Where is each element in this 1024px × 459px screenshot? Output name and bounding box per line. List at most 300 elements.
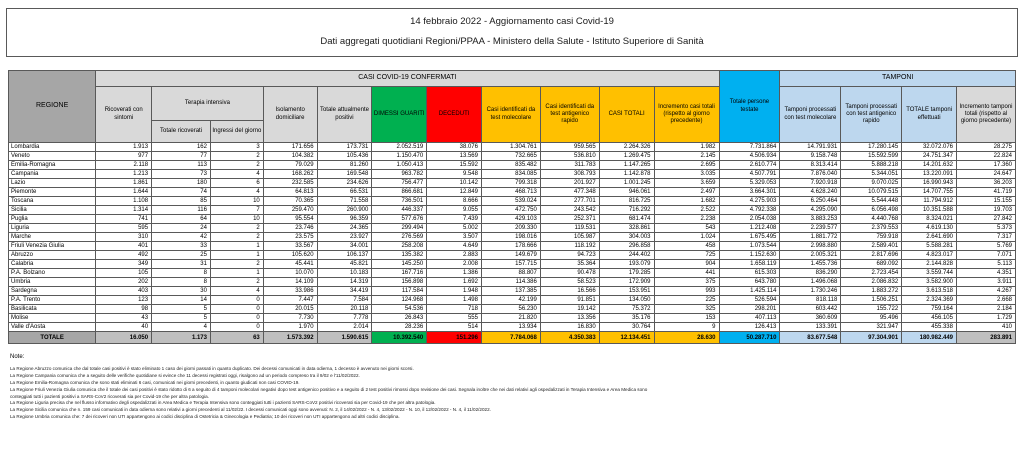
cell-isolamento_domiciliare: 7.447 xyxy=(263,296,317,305)
cell-casi_totali: 328.861 xyxy=(599,224,654,233)
total-cell-casi_test_antigenico: 4.350.383 xyxy=(540,332,599,344)
cell-totale_attualmente_positivi: 10.183 xyxy=(317,269,372,278)
cell-totale_attualmente_positivi: 260.900 xyxy=(317,206,372,215)
cell-terapia_totale_ricoverati: 24 xyxy=(152,224,211,233)
group-header-tamponi: TAMPONI xyxy=(780,71,1016,87)
col-header-incremento-tamponi: Incremento tamponi totali (rispetto al giorno precedente) xyxy=(957,87,1016,143)
cell-incremento_tamponi: 24.647 xyxy=(957,170,1016,179)
cell-deceduti: 38.076 xyxy=(427,143,482,152)
table-row xyxy=(9,143,1016,152)
cell-terapia_totale_ricoverati: 5 xyxy=(152,305,211,314)
cell-totale_attualmente_positivi: 20.118 xyxy=(317,305,372,314)
cell-deceduti: 7.439 xyxy=(427,215,482,224)
total-row xyxy=(9,332,1016,344)
cell-terapia_ingressi_giorno: 10 xyxy=(210,215,263,224)
cell-totale_persone_testate: 4.792.338 xyxy=(719,206,780,215)
cell-incremento_tamponi: 4.267 xyxy=(957,287,1016,296)
cell-casi_test_antigenico: 16.566 xyxy=(540,287,599,296)
cell-tamponi_antigenico: 1.883.272 xyxy=(841,287,902,296)
cell-casi_totali: 179.285 xyxy=(599,269,654,278)
cell-totale_persone_testate: 615.303 xyxy=(719,269,780,278)
cell-totale_persone_testate: 526.594 xyxy=(719,296,780,305)
cell-terapia_ingressi_giorno: 0 xyxy=(210,305,263,314)
cell-casi_test_antigenico: 243.542 xyxy=(540,206,599,215)
cell-terapia_ingressi_giorno: 1 xyxy=(210,251,263,260)
cell-isolamento_domiciliare: 105.620 xyxy=(263,251,317,260)
cell-casi_test_antigenico: 311.783 xyxy=(540,161,599,170)
cell-ricoverati_con_sintomi: 202 xyxy=(96,278,152,287)
cell-casi_test_molecolare: 157.715 xyxy=(481,260,540,269)
cell-tamponi_molecolare: 1.730.246 xyxy=(780,287,841,296)
cell-incremento_tamponi: 1.729 xyxy=(957,314,1016,323)
cell-casi_totali: 1.001.245 xyxy=(599,179,654,188)
cell-deceduti: 1.386 xyxy=(427,269,482,278)
cell-tamponi_antigenico: 2.723.454 xyxy=(841,269,902,278)
cell-tamponi_antigenico: 321.947 xyxy=(841,323,902,332)
cell-terapia_ingressi_giorno: 0 xyxy=(210,323,263,332)
cell-casi_test_molecolare: 472.750 xyxy=(481,206,540,215)
cell-terapia_ingressi_giorno: 1 xyxy=(210,269,263,278)
cell-tamponi_molecolare: 9.158.748 xyxy=(780,152,841,161)
cell-tamponi_molecolare: 7.876.040 xyxy=(780,170,841,179)
cell-ricoverati_con_sintomi: 349 xyxy=(96,260,152,269)
cell-incremento_tamponi: 36.203 xyxy=(957,179,1016,188)
cell-tamponi_molecolare: 1.881.772 xyxy=(780,233,841,242)
cell-terapia_totale_ricoverati: 180 xyxy=(152,179,211,188)
cell-totale_attualmente_positivi: 7.584 xyxy=(317,296,372,305)
cell-tamponi_antigenico: 2.379.553 xyxy=(841,224,902,233)
cell-totale_tamponi: 11.794.912 xyxy=(902,197,957,206)
total-cell-tamponi_antigenico: 97.304.901 xyxy=(841,332,902,344)
cell-dimessi_guariti: 577.676 xyxy=(372,215,427,224)
cell-casi_test_antigenico: 90.478 xyxy=(540,269,599,278)
cell-totale_persone_testate: 298.201 xyxy=(719,305,780,314)
cell-totale_tamponi: 13.220.091 xyxy=(902,170,957,179)
cell-totale_attualmente_positivi: 169.548 xyxy=(317,170,372,179)
cell-totale_attualmente_positivi: 96.359 xyxy=(317,215,372,224)
col-header-deceduti: DECEDUTI xyxy=(427,87,482,143)
cell-tamponi_molecolare: 2.998.880 xyxy=(780,242,841,251)
cell-terapia_totale_ricoverati: 42 xyxy=(152,233,211,242)
cell-incremento_casi_totali: 375 xyxy=(654,278,719,287)
cell-totale_tamponi: 2.324.369 xyxy=(902,296,957,305)
cell-ricoverati_con_sintomi: 595 xyxy=(96,224,152,233)
cell-tamponi_molecolare: 1.455.736 xyxy=(780,260,841,269)
table-row xyxy=(9,224,1016,233)
cell-totale_tamponi: 5.588.281 xyxy=(902,242,957,251)
cell-totale_attualmente_positivi: 14.319 xyxy=(317,278,372,287)
cell-totale_persone_testate: 4.506.934 xyxy=(719,152,780,161)
cell-deceduti: 12.849 xyxy=(427,188,482,197)
cell-tamponi_antigenico: 155.722 xyxy=(841,305,902,314)
cell-casi_test_molecolare: 21.820 xyxy=(481,314,540,323)
cell-casi_totali: 2.264.326 xyxy=(599,143,654,152)
cell-terapia_ingressi_giorno: 7 xyxy=(210,206,263,215)
cell-casi_test_antigenico: 277.701 xyxy=(540,197,599,206)
cell-incremento_tamponi: 5.769 xyxy=(957,242,1016,251)
cell-terapia_totale_ricoverati: 162 xyxy=(152,143,211,152)
cell-incremento_casi_totali: 993 xyxy=(654,287,719,296)
region-name: Campania xyxy=(9,170,96,179)
cell-casi_test_molecolare: 13.934 xyxy=(481,323,540,332)
cell-totale_persone_testate: 4.275.903 xyxy=(719,197,780,206)
cell-totale_persone_testate: 1.675.495 xyxy=(719,233,780,242)
cell-tamponi_molecolare: 836.290 xyxy=(780,269,841,278)
cell-ricoverati_con_sintomi: 98 xyxy=(96,305,152,314)
cell-casi_test_antigenico: 19.142 xyxy=(540,305,599,314)
cell-casi_test_molecolare: 42.199 xyxy=(481,296,540,305)
note-line: La Regione Liguria precisa che nel flusso informativo degli ospedalizzati in Area Medica e Terapia Intensiva sono conteggiati tutti i pazienti SARS-CoV2 positivi ricoverati sia per Covid-19 che per altra patologia. xyxy=(10,400,436,406)
cell-dimessi_guariti: 145.250 xyxy=(372,260,427,269)
col-header-tamponi-molecolare: Tamponi processati con test molecolare xyxy=(780,87,841,143)
col-header-totale-attualmente-positivi: Totale attualmente positivi xyxy=(317,87,372,143)
cell-casi_totali: 681.474 xyxy=(599,215,654,224)
table-row xyxy=(9,233,1016,242)
cell-ricoverati_con_sintomi: 1.861 xyxy=(96,179,152,188)
cell-deceduti: 1.692 xyxy=(427,278,482,287)
cell-casi_totali: 716.292 xyxy=(599,206,654,215)
cell-totale_persone_testate: 4.507.791 xyxy=(719,170,780,179)
cell-terapia_ingressi_giorno: 0 xyxy=(210,314,263,323)
cell-dimessi_guariti: 276.569 xyxy=(372,233,427,242)
cell-totale_attualmente_positivi: 2.014 xyxy=(317,323,372,332)
cell-totale_attualmente_positivi: 71.558 xyxy=(317,197,372,206)
region-name: Calabria xyxy=(9,260,96,269)
cell-tamponi_antigenico: 17.280.145 xyxy=(841,143,902,152)
cell-ricoverati_con_sintomi: 2.118 xyxy=(96,161,152,170)
cell-casi_test_antigenico: 477.348 xyxy=(540,188,599,197)
cell-totale_tamponi: 4.823.017 xyxy=(902,251,957,260)
cell-ricoverati_con_sintomi: 401 xyxy=(96,242,152,251)
cell-totale_persone_testate: 1.212.408 xyxy=(719,224,780,233)
cell-casi_test_molecolare: 178.666 xyxy=(481,242,540,251)
cell-tamponi_molecolare: 8.313.414 xyxy=(780,161,841,170)
cell-tamponi_molecolare: 603.442 xyxy=(780,305,841,314)
cell-tamponi_antigenico: 5.344.051 xyxy=(841,170,902,179)
col-header-casi-test-antigenico: Casi identificati da test antigenico rapido xyxy=(540,87,599,143)
region-name: Lazio xyxy=(9,179,96,188)
cell-isolamento_domiciliare: 171.656 xyxy=(263,143,317,152)
cell-tamponi_molecolare: 2.239.577 xyxy=(780,224,841,233)
cell-ricoverati_con_sintomi: 1.644 xyxy=(96,188,152,197)
cell-casi_test_molecolare: 137.385 xyxy=(481,287,540,296)
cell-deceduti: 1.498 xyxy=(427,296,482,305)
cell-incremento_casi_totali: 325 xyxy=(654,305,719,314)
cell-dimessi_guariti: 26.843 xyxy=(372,314,427,323)
cell-incremento_tamponi: 19.703 xyxy=(957,206,1016,215)
cell-totale_tamponi: 456.105 xyxy=(902,314,957,323)
col-header-terapia-ingressi-giorno: Ingressi del giorno xyxy=(210,121,263,143)
cell-incremento_casi_totali: 458 xyxy=(654,242,719,251)
cell-dimessi_guariti: 963.782 xyxy=(372,170,427,179)
total-cell-dimessi_guariti: 10.392.540 xyxy=(372,332,427,344)
cell-totale_attualmente_positivi: 45.821 xyxy=(317,260,372,269)
cell-tamponi_antigenico: 759.918 xyxy=(841,233,902,242)
cell-deceduti: 8.666 xyxy=(427,197,482,206)
bulletin-subtitle: Dati aggregati quotidiani Regioni/PPAA - Ministero della Salute - Istituto Superiore di Sanità xyxy=(320,36,704,47)
cell-totale_attualmente_positivi: 66.531 xyxy=(317,188,372,197)
cell-isolamento_domiciliare: 14.109 xyxy=(263,278,317,287)
cell-tamponi_antigenico: 4.440.768 xyxy=(841,215,902,224)
cell-casi_test_molecolare: 149.679 xyxy=(481,251,540,260)
cell-casi_test_antigenico: 308.793 xyxy=(540,170,599,179)
table-row xyxy=(9,188,1016,197)
table-row xyxy=(9,179,1016,188)
cell-terapia_totale_ricoverati: 77 xyxy=(152,152,211,161)
cell-casi_totali: 244.402 xyxy=(599,251,654,260)
cell-totale_tamponi: 14.201.632 xyxy=(902,161,957,170)
cell-casi_totali: 304.003 xyxy=(599,233,654,242)
cell-ricoverati_con_sintomi: 123 xyxy=(96,296,152,305)
cell-totale_tamponi: 16.990.943 xyxy=(902,179,957,188)
cell-dimessi_guariti: 54.536 xyxy=(372,305,427,314)
col-header-tamponi-antigenico: Tamponi processati con test antigenico rapido xyxy=(841,87,902,143)
table-row xyxy=(9,197,1016,206)
cell-totale_attualmente_positivi: 173.731 xyxy=(317,143,372,152)
cell-incremento_tamponi: 5.373 xyxy=(957,224,1016,233)
notes-label: Note: xyxy=(10,354,25,360)
cell-terapia_totale_ricoverati: 31 xyxy=(152,260,211,269)
cell-tamponi_molecolare: 4.628.240 xyxy=(780,188,841,197)
cell-deceduti: 1.948 xyxy=(427,287,482,296)
cell-casi_test_antigenico: 58.523 xyxy=(540,278,599,287)
total-label: TOTALE xyxy=(9,332,96,344)
cell-terapia_totale_ricoverati: 116 xyxy=(152,206,211,215)
region-name: Piemonte xyxy=(9,188,96,197)
cell-totale_tamponi: 32.072.076 xyxy=(902,143,957,152)
cell-dimessi_guariti: 1.150.470 xyxy=(372,152,427,161)
cell-casi_test_molecolare: 468.713 xyxy=(481,188,540,197)
cell-ricoverati_con_sintomi: 492 xyxy=(96,251,152,260)
cell-casi_totali: 172.909 xyxy=(599,278,654,287)
cell-tamponi_antigenico: 9.070.025 xyxy=(841,179,902,188)
cell-casi_totali: 193.079 xyxy=(599,260,654,269)
note-line: La Regione Emilia-Romagna comunica che sono stati eliminati 6 casi, comunicati nei giorni precedenti, in quanto giudicati non casi COVID-19. xyxy=(10,379,300,385)
cell-totale_tamponi: 10.351.588 xyxy=(902,206,957,215)
cell-incremento_casi_totali: 1.024 xyxy=(654,233,719,242)
covid-data-table xyxy=(8,70,1016,344)
cell-incremento_casi_totali: 543 xyxy=(654,224,719,233)
table-row xyxy=(9,305,1016,314)
cell-tamponi_molecolare: 1.496.068 xyxy=(780,278,841,287)
col-header-ricoverati-con-sintomi: Ricoverati con sintomi xyxy=(96,87,152,143)
cell-totale_attualmente_positivi: 24.365 xyxy=(317,224,372,233)
cell-terapia_totale_ricoverati: 5 xyxy=(152,314,211,323)
cell-casi_totali: 1.142.878 xyxy=(599,170,654,179)
cell-casi_test_antigenico: 959.565 xyxy=(540,143,599,152)
cell-terapia_ingressi_giorno: 2 xyxy=(210,161,263,170)
cell-tamponi_molecolare: 6.250.464 xyxy=(780,197,841,206)
cell-incremento_casi_totali: 2.522 xyxy=(654,206,719,215)
cell-incremento_casi_totali: 153 xyxy=(654,314,719,323)
cell-ricoverati_con_sintomi: 1.314 xyxy=(96,206,152,215)
cell-casi_totali: 816.725 xyxy=(599,197,654,206)
cell-deceduti: 13.569 xyxy=(427,152,482,161)
cell-terapia_totale_ricoverati: 8 xyxy=(152,278,211,287)
cell-incremento_casi_totali: 225 xyxy=(654,296,719,305)
table-row xyxy=(9,278,1016,287)
cell-totale_persone_testate: 5.329.053 xyxy=(719,179,780,188)
cell-casi_test_molecolare: 429.103 xyxy=(481,215,540,224)
cell-incremento_casi_totali: 904 xyxy=(654,260,719,269)
total-cell-terapia_ingressi_giorno: 63 xyxy=(210,332,263,344)
cell-ricoverati_con_sintomi: 43 xyxy=(96,314,152,323)
cell-terapia_ingressi_giorno: 4 xyxy=(210,170,263,179)
region-name: Toscana xyxy=(9,197,96,206)
region-name: P.A. Bolzano xyxy=(9,269,96,278)
cell-totale_attualmente_positivi: 34.419 xyxy=(317,287,372,296)
col-header-isolamento-domiciliare: Isolamento domiciliare xyxy=(263,87,317,143)
cell-isolamento_domiciliare: 20.015 xyxy=(263,305,317,314)
cell-dimessi_guariti: 1.050.413 xyxy=(372,161,427,170)
cell-casi_test_molecolare: 56.230 xyxy=(481,305,540,314)
cell-ricoverati_con_sintomi: 310 xyxy=(96,233,152,242)
cell-casi_test_antigenico: 118.192 xyxy=(540,242,599,251)
table-row xyxy=(9,314,1016,323)
cell-casi_test_molecolare: 834.085 xyxy=(481,170,540,179)
cell-casi_test_antigenico: 91.851 xyxy=(540,296,599,305)
cell-totale_persone_testate: 643.780 xyxy=(719,278,780,287)
cell-dimessi_guariti: 156.898 xyxy=(372,278,427,287)
cell-isolamento_domiciliare: 95.554 xyxy=(263,215,317,224)
cell-dimessi_guariti: 446.337 xyxy=(372,206,427,215)
cell-terapia_ingressi_giorno: 3 xyxy=(210,143,263,152)
cell-totale_persone_testate: 2.610.774 xyxy=(719,161,780,170)
total-cell-totale_persone_testate: 50.287.710 xyxy=(719,332,780,344)
cell-incremento_tamponi: 5.113 xyxy=(957,260,1016,269)
cell-isolamento_domiciliare: 33.986 xyxy=(263,287,317,296)
cell-terapia_ingressi_giorno: 2 xyxy=(210,152,263,161)
cell-terapia_totale_ricoverati: 85 xyxy=(152,197,211,206)
cell-deceduti: 514 xyxy=(427,323,482,332)
region-name: Sardegna xyxy=(9,287,96,296)
cell-terapia_ingressi_giorno: 10 xyxy=(210,197,263,206)
col-header-casi-totali: CASI TOTALI xyxy=(599,87,654,143)
cell-tamponi_antigenico: 5.888.218 xyxy=(841,161,902,170)
cell-casi_test_antigenico: 13.356 xyxy=(540,314,599,323)
cell-incremento_tamponi: 41.719 xyxy=(957,188,1016,197)
cell-ricoverati_con_sintomi: 40 xyxy=(96,323,152,332)
cell-deceduti: 555 xyxy=(427,314,482,323)
cell-ricoverati_con_sintomi: 105 xyxy=(96,269,152,278)
cell-dimessi_guariti: 28.236 xyxy=(372,323,427,332)
cell-ricoverati_con_sintomi: 403 xyxy=(96,287,152,296)
cell-tamponi_molecolare: 3.883.253 xyxy=(780,215,841,224)
cell-incremento_tamponi: 27.842 xyxy=(957,215,1016,224)
cell-casi_test_molecolare: 198.016 xyxy=(481,233,540,242)
cell-casi_test_molecolare: 209.330 xyxy=(481,224,540,233)
cell-isolamento_domiciliare: 45.441 xyxy=(263,260,317,269)
cell-casi_totali: 946.061 xyxy=(599,188,654,197)
cell-casi_test_molecolare: 539.024 xyxy=(481,197,540,206)
cell-tamponi_molecolare: 818.118 xyxy=(780,296,841,305)
cell-terapia_ingressi_giorno: 4 xyxy=(210,287,263,296)
cell-casi_totali: 1.269.475 xyxy=(599,152,654,161)
total-cell-tamponi_molecolare: 83.677.548 xyxy=(780,332,841,344)
col-header-casi-test-molecolare: Casi identificati da test molecolare xyxy=(481,87,540,143)
cell-terapia_ingressi_giorno: 6 xyxy=(210,179,263,188)
cell-incremento_tamponi: 22.824 xyxy=(957,152,1016,161)
cell-totale_persone_testate: 1.658.119 xyxy=(719,260,780,269)
region-name: Sicilia xyxy=(9,206,96,215)
table-row xyxy=(9,269,1016,278)
cell-incremento_tamponi: 4.351 xyxy=(957,269,1016,278)
cell-incremento_casi_totali: 725 xyxy=(654,251,719,260)
cell-dimessi_guariti: 124.968 xyxy=(372,296,427,305)
cell-deceduti: 2.008 xyxy=(427,260,482,269)
region-name: Veneto xyxy=(9,152,96,161)
col-header-totale-tamponi: TOTALE tamponi effettuati xyxy=(902,87,957,143)
cell-deceduti: 10.142 xyxy=(427,179,482,188)
table-row xyxy=(9,260,1016,269)
cell-terapia_ingressi_giorno: 2 xyxy=(210,278,263,287)
cell-terapia_ingressi_giorno: 4 xyxy=(210,188,263,197)
cell-totale_tamponi: 2.641.690 xyxy=(902,233,957,242)
cell-casi_totali: 134.050 xyxy=(599,296,654,305)
cell-incremento_tamponi: 3.911 xyxy=(957,278,1016,287)
cell-incremento_casi_totali: 441 xyxy=(654,269,719,278)
cell-terapia_totale_ricoverati: 64 xyxy=(152,215,211,224)
cell-tamponi_antigenico: 2.086.832 xyxy=(841,278,902,287)
region-name: Emilia-Romagna xyxy=(9,161,96,170)
cell-terapia_totale_ricoverati: 73 xyxy=(152,170,211,179)
cell-isolamento_domiciliare: 79.029 xyxy=(263,161,317,170)
cell-deceduti: 5.002 xyxy=(427,224,482,233)
cell-deceduti: 9.548 xyxy=(427,170,482,179)
table-row xyxy=(9,170,1016,179)
cell-casi_test_antigenico: 252.371 xyxy=(540,215,599,224)
table-row xyxy=(9,152,1016,161)
cell-incremento_casi_totali: 2.238 xyxy=(654,215,719,224)
cell-dimessi_guariti: 258.208 xyxy=(372,242,427,251)
cell-dimessi_guariti: 167.716 xyxy=(372,269,427,278)
cell-incremento_casi_totali: 1.982 xyxy=(654,143,719,152)
cell-terapia_totale_ricoverati: 14 xyxy=(152,296,211,305)
cell-ricoverati_con_sintomi: 741 xyxy=(96,215,152,224)
total-cell-deceduti: 151.296 xyxy=(427,332,482,344)
cell-isolamento_domiciliare: 7.730 xyxy=(263,314,317,323)
cell-totale_tamponi: 8.324.021 xyxy=(902,215,957,224)
cell-totale_attualmente_positivi: 23.927 xyxy=(317,233,372,242)
cell-totale_tamponi: 4.619.130 xyxy=(902,224,957,233)
total-cell-totale_tamponi: 180.982.449 xyxy=(902,332,957,344)
region-name: Liguria xyxy=(9,224,96,233)
cell-tamponi_molecolare: 4.295.090 xyxy=(780,206,841,215)
cell-deceduti: 9.055 xyxy=(427,206,482,215)
cell-terapia_totale_ricoverati: 33 xyxy=(152,242,211,251)
total-cell-incremento_casi_totali: 28.630 xyxy=(654,332,719,344)
cell-terapia_totale_ricoverati: 74 xyxy=(152,188,211,197)
cell-ricoverati_con_sintomi: 977 xyxy=(96,152,152,161)
cell-incremento_casi_totali: 9 xyxy=(654,323,719,332)
cell-isolamento_domiciliare: 23.746 xyxy=(263,224,317,233)
group-header-casi-confermati: CASI COVID-19 CONFERMATI xyxy=(96,71,719,87)
cell-totale_tamponi: 14.707.755 xyxy=(902,188,957,197)
group-header-terapia-intensiva: Terapia intensiva xyxy=(152,87,264,121)
total-cell-casi_totali: 12.134.451 xyxy=(599,332,654,344)
cell-tamponi_molecolare: 2.005.321 xyxy=(780,251,841,260)
cell-incremento_tamponi: 7.317 xyxy=(957,233,1016,242)
cell-totale_tamponi: 3.559.744 xyxy=(902,269,957,278)
region-name: Molise xyxy=(9,314,96,323)
cell-incremento_casi_totali: 3.659 xyxy=(654,179,719,188)
cell-incremento_tamponi: 28.275 xyxy=(957,143,1016,152)
cell-totale_tamponi: 3.613.518 xyxy=(902,287,957,296)
cell-totale_persone_testate: 1.073.544 xyxy=(719,242,780,251)
region-name: Abruzzo xyxy=(9,251,96,260)
cell-totale_persone_testate: 126.413 xyxy=(719,323,780,332)
cell-deceduti: 2.883 xyxy=(427,251,482,260)
